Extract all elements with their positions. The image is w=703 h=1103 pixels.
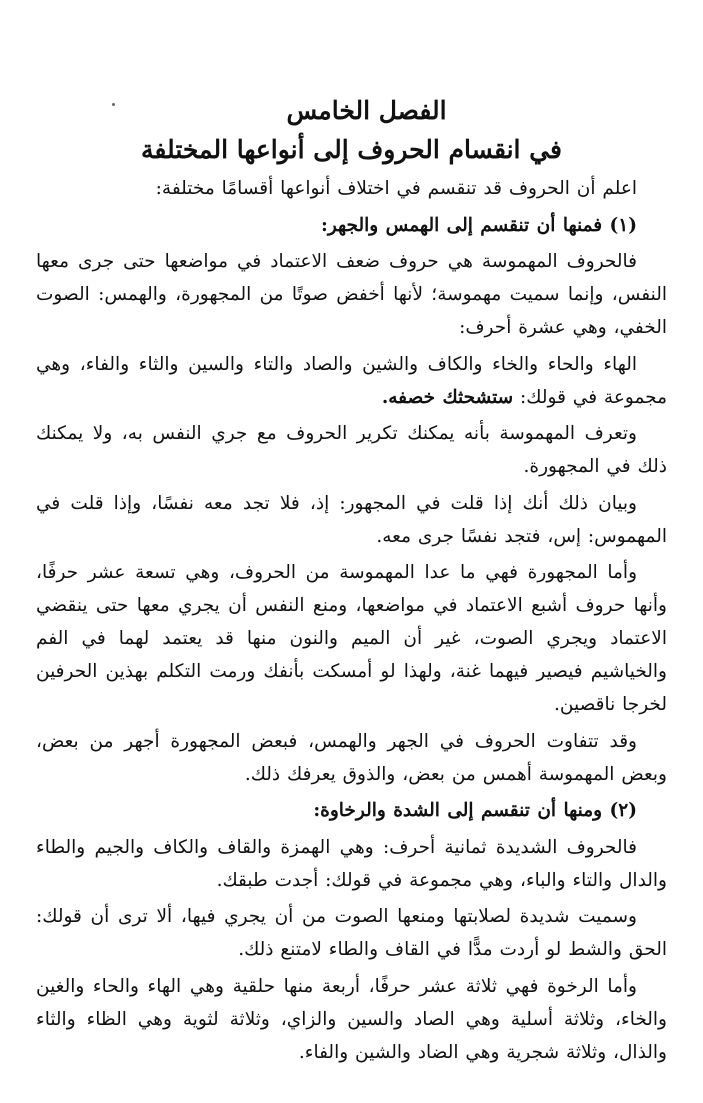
scan-speck (112, 103, 115, 106)
chapter-subtitle: في انقسام الحروف إلى أنواعها المختلفة (141, 135, 562, 164)
paragraph-mahmusa-definition: فالحروف المهموسة هي حروف ضعف الاعتماد في مواضعها حتى جرى معها النفس، وإنما سميت مهموسة؛ لأنها أخفض صوتًا من المجهورة، والهمس: الصوت الخفي، وهي عشرة أحرف: (36, 251, 667, 338)
paragraph-example: وبيان ذلك أنك إذا قلت في المجهور: إذ، فلا تجد معه نفسًا، وإذا قلت في المهموس: إس، فتجد نفسًا جرى معه. (36, 492, 667, 547)
section-heading-hams-jahr: (١) فمنها أن تنقسم إلى الهمس والجهر: (320, 214, 637, 236)
paragraph-mahmusa-letters (36, 348, 667, 414)
paragraph-majhura: وأما المجهورة فهي ما عدا المهموسة من الحروف، وهي تسعة عشر حرفًا، وأنها حروف أشبع الاعتماد في مواضعها، ومنع النفس أن يجري معها حتى ينقضي الاعتماد ويجري الصوت، غير أن الميم والنون منها قد يعتمد لهما في الفم والخياشيم فيصير فيهما غنة، ولهذا لو أمسكت بأنفك ورمت التكلم بهذين الحرفين لخرجا ناقصين. (36, 562, 667, 715)
chapter-title: الفصل الخامس (286, 96, 447, 125)
mahmusa-mnemonic: ستشحثك خصفه. (381, 386, 514, 408)
paragraph-mahmusa-test: وتعرف المهموسة بأنه يمكنك تكرير الحروف مع جري النفس به، ولا يمكنك ذلك في المجهورة. (36, 423, 667, 477)
paragraph-variation: وقد تتفاوت الحروف في الجهر والهمس، فبعض المجهورة أجهر من بعض، وبعض المهموسة أهمس من بعض، والذوق يعرفك ذلك. (36, 730, 667, 785)
section-heading-shidda-rakhawa: (٢) ومنها أن تنقسم إلى الشدة والرخاوة: (313, 800, 637, 821)
intro-paragraph: اعلم أن الحروف قد تنقسم في اختلاف أنواعها أقسامًا مختلفة: (155, 178, 637, 199)
paragraph-shadida-reason: وسميت شديدة لصلابتها ومنعها الصوت من أن يجري فيها، ألا ترى أن قولك: الحق والشط لو أردت مدًّا في القاف والطاء لامتنع ذلك. (36, 906, 667, 960)
paragraph-rikhwa: وأما الرخوة فهي ثلاثة عشر حرفًا، أربعة منها حلقية وهي الهاء والحاء والغين والخاء، وثلاثة أسلية وهي الصاد والسين والزاي، وثلاثة لثوية وهي الظاء والثاء والذال، وثلاثة شجرية وهي الضاد والشين والفاء. (36, 975, 667, 1063)
paragraph-shadida-letters: فالحروف الشديدة ثمانية أحرف: وهي الهمزة والقاف والكاف والجيم والطاء والدال والتاء والباء، وهي مجموعة في قولك: أجدت طبقك. (36, 836, 667, 891)
mahmusa-letters-text: الهاء والحاء والخاء والكاف والشين والصاد والتاء والسين والثاء والفاء، وهي مجموعة في قولك: (36, 353, 667, 408)
